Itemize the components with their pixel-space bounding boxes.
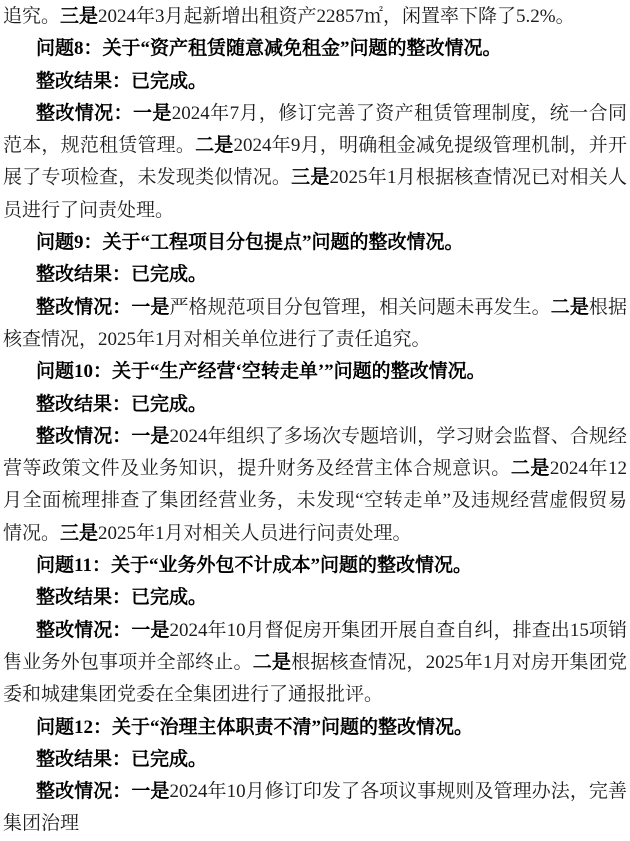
- emphasis-run: 问题10：关于“生产经营‘空转走单’”问题的整改情况。: [36, 361, 486, 383]
- emphasis-run: 二是: [195, 135, 234, 157]
- emphasis-run: 整改结果：已完成。: [36, 393, 208, 415]
- problem-9-result: [3, 259, 627, 291]
- document-body: [3, 1, 627, 841]
- emphasis-run: 整改结果：已完成。: [36, 748, 208, 770]
- text-run: 追究。: [3, 6, 61, 27]
- problem-12-result: [3, 744, 627, 776]
- emphasis-run: 整改结果：已完成。: [36, 587, 208, 609]
- text-run: 2024年9月，明确租金减免提级管理机制，并开展了专项检查，未发现类似情况。: [3, 135, 627, 189]
- text-run: 2024年10月督促房开集团开展自查自纠，排查出15项销售业务外包事项并全部终止。: [3, 619, 627, 673]
- emphasis-run: 二是: [510, 458, 550, 480]
- text-run: 2024年12月全面梳理排查了集团经营业务，未发现“空转走单”及违规经营虚假贸易情况。: [3, 458, 627, 544]
- emphasis-run: 整改结果：已完成。: [36, 264, 208, 286]
- emphasis-run: 三是: [60, 522, 99, 544]
- problem-9-heading: [3, 227, 627, 259]
- emphasis-run: 一是: [131, 296, 170, 318]
- problem-8-situation: [3, 98, 627, 227]
- text-run: 2025年1月对相关人员进行问责处理。: [98, 522, 412, 544]
- emphasis-run: 整改情况：: [36, 425, 132, 447]
- problem-11-heading: [3, 550, 627, 582]
- text-run: 2025年1月根据核查情况已对相关人员进行了问责处理。: [3, 167, 627, 221]
- problem-8-heading: [3, 33, 627, 65]
- emphasis-run: 问题11：关于“业务外包不计成本”问题的整改情况。: [36, 555, 472, 577]
- emphasis-run: 三是: [60, 6, 99, 27]
- emphasis-run: 整改结果：已完成。: [36, 70, 208, 92]
- problem-10-heading: [3, 356, 627, 388]
- emphasis-run: 一是: [131, 619, 170, 641]
- problem-10-situation: [3, 421, 627, 550]
- emphasis-run: 问题8：关于“资产租赁随意减免租金”问题的整改情况。: [36, 38, 502, 60]
- text-run: 根据核查情况，2025年1月对房开集团党委和城建集团党委在全集团进行了通报批评。: [3, 651, 627, 706]
- emphasis-run: 问题9：关于“工程项目分包提点”问题的整改情况。: [36, 232, 464, 254]
- problem-11-result: [3, 582, 627, 614]
- emphasis-run: 三是: [291, 167, 330, 189]
- problem-11-situation: [3, 615, 627, 712]
- text-run: 根据核查情况，2025年1月对相关单位进行了责任追究。: [3, 296, 627, 350]
- emphasis-run: 问题12：关于“治理主体职责不清”问题的整改情况。: [36, 716, 474, 738]
- emphasis-run: 一是: [131, 781, 170, 803]
- problem-12-situation-truncated: [3, 776, 627, 841]
- emphasis-run: 整改情况：: [36, 102, 133, 124]
- paragraph-continuation-previous-problem: [3, 1, 627, 33]
- text-run: 2024年3月起新增出租资产22857㎡，闲置率下降了5.2%。: [98, 6, 575, 27]
- emphasis-run: 整改情况：: [36, 781, 132, 803]
- problem-8-result: [3, 66, 627, 98]
- emphasis-run: 二是: [252, 651, 292, 673]
- emphasis-run: 整改情况：: [36, 619, 132, 641]
- problem-9-situation: [3, 292, 627, 357]
- emphasis-run: 二是: [550, 296, 589, 318]
- text-run: 2024年7月，修订完善了资产租赁管理制度，统一合同范本，规范租赁管理。: [3, 102, 627, 157]
- text-run: 2024年10月修订印发了各项议事规则及管理办法，完善集团治理: [3, 781, 627, 835]
- text-run: 严格规范项目分包管理，相关问题未再发生。: [169, 296, 551, 318]
- emphasis-run: 一是: [131, 425, 170, 447]
- emphasis-run: 整改情况：: [36, 296, 132, 318]
- problem-10-result: [3, 389, 627, 421]
- problem-12-heading: [3, 712, 627, 744]
- text-run: 2024年组织了多场次专题培训，学习财会监督、合规经营等政策文件及业务知识，提升财务及经营主体合规意识。: [3, 425, 627, 480]
- emphasis-run: 一是: [132, 102, 172, 124]
